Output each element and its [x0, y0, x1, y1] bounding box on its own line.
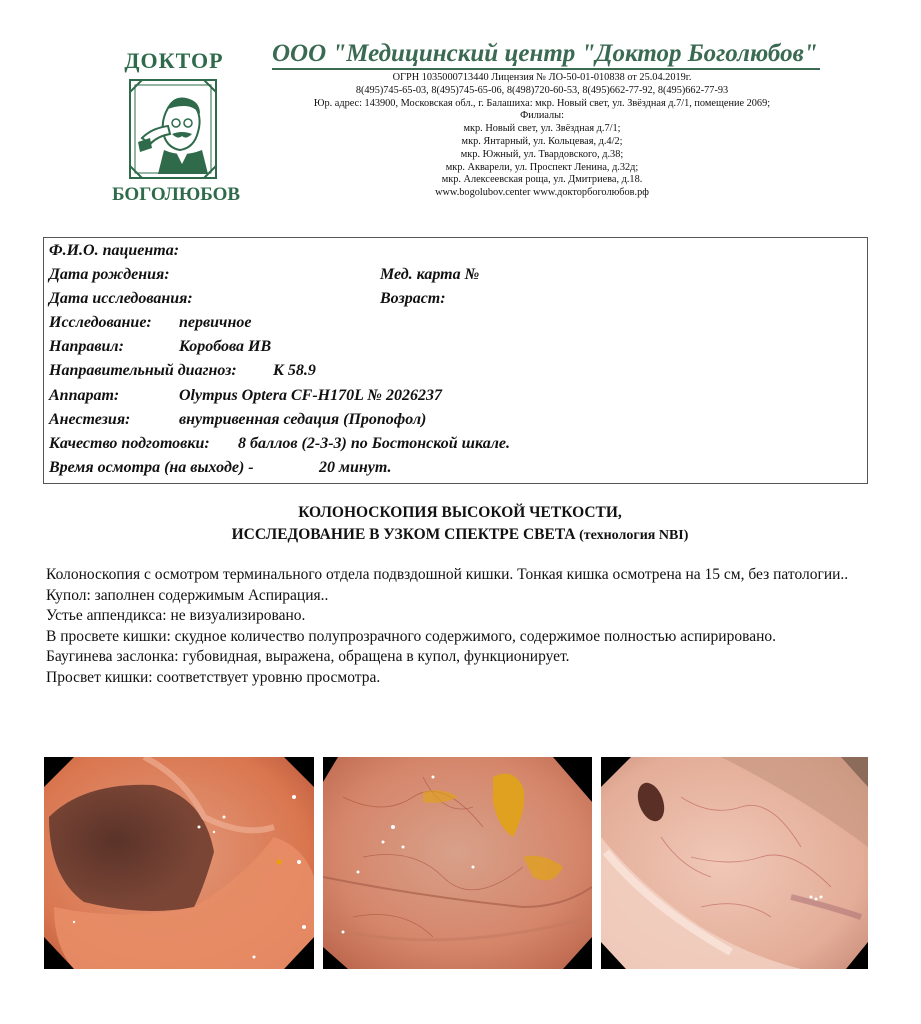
study-title-line2-suffix: (технология NBI) [575, 528, 689, 543]
prep-quality-label: Качество подготовки: [49, 435, 210, 452]
endoscopy-image-1 [44, 757, 314, 969]
branch-address: мкр. Акварели, ул. Проспект Ленина, д.32д; [445, 161, 639, 173]
endoscopy-view-3 [601, 757, 868, 969]
study-type-label: Исследование: [49, 314, 152, 331]
branch-address: мкр. Алексеевская роща, ул. Дмитриева, д.18. [441, 174, 643, 186]
endoscopy-view-1 [44, 757, 314, 969]
exam-date-label: Дата исследования: [49, 290, 193, 307]
exam-time-label: Время осмотра (на выходе) - [49, 459, 254, 476]
logo-bottom-text: БОГОЛЮБОВ [112, 184, 241, 205]
org-title: ООО "Медицинский центр "Доктор Боголюбов" [272, 40, 820, 70]
study-title [100, 502, 820, 547]
med-card-label: Мед. карта № [380, 266, 480, 283]
patient-info-box [43, 237, 868, 484]
finding-cecum: Купол: заполнен содержимым Аспирация.. [46, 586, 329, 604]
finding-ileocecal-valve: Баугинева заслонка: губовидная, выражена, обращена в купол, функционирует. [46, 648, 570, 665]
device-row [49, 386, 442, 406]
findings-section [46, 565, 862, 688]
anesthesia-value: внутривенная седация (Пропофол) [179, 411, 427, 428]
patient-name-row [49, 241, 179, 261]
doctor-portrait-icon [128, 78, 218, 180]
diagnosis-value: К 58.9 [273, 362, 316, 379]
prep-quality-row [49, 434, 510, 454]
org-phones: 8(495)745-65-03, 8(495)745-65-06, 8(498)720-60-53, 8(495)662-77-92, 8(495)662-77-93 [355, 84, 729, 96]
study-title-line2 [100, 524, 820, 547]
diagnosis-row [49, 361, 316, 381]
finding-lumen: Просвет кишки: соответствует уровню просмотра. [46, 668, 381, 686]
exam-time-row [49, 458, 392, 478]
diagnosis-label: Направительный диагноз: [49, 362, 237, 379]
branches-heading: Филиалы: [520, 110, 564, 122]
websites: www.bogolubov.center www.докторбоголюбов.рф [435, 187, 649, 199]
logo-top-text: ДОКТОР [124, 48, 224, 73]
med-card-row [380, 265, 479, 285]
device-label: Аппарат: [49, 387, 120, 404]
finding-lumen-content: В просвете кишки: скудное количество полупрозрачного содержимого, содержимое полностью аспирировано. [46, 627, 777, 645]
org-info [262, 72, 822, 200]
endoscopy-image-3 [601, 757, 868, 969]
finding-ileum: Колоноскопия с осмотром терминального отдела подвздошной кишки. Тонкая кишка осмотрена на 15 см, без патологии.. [46, 566, 849, 583]
referred-by-label: Направил: [49, 338, 124, 355]
branch-address: мкр. Янтарный, ул. Кольцевая, д.4/2; [461, 135, 623, 147]
exam-date-row [49, 289, 193, 309]
org-legal-address: Юр. адрес: 143900, Московская обл., г. Балашиха: мкр. Новый свет, ул. Звёздная д.7/1, помещение 2069; [313, 97, 771, 109]
branch-address: мкр. Южный, ул. Твардовского, д.38; [460, 148, 624, 160]
referred-by-value: Коробова ИВ [179, 338, 272, 355]
birth-date-label: Дата рождения: [49, 266, 170, 283]
study-title-line2-main: ИССЛЕДОВАНИЕ В УЗКОМ СПЕКТРЕ СВЕТА [231, 526, 576, 543]
birth-date-row [49, 265, 170, 285]
clinic-logo [112, 44, 241, 214]
org-registration: ОГРН 1035000713440 Лицензия № ЛО-50-01-010838 от 25.04.2019г. [392, 72, 692, 83]
endoscopy-view-2 [323, 757, 592, 969]
study-title-line1: КОЛОНОСКОПИЯ ВЫСОКОЙ ЧЕТКОСТИ, [298, 504, 622, 521]
age-row [380, 289, 446, 309]
referred-by-row [49, 337, 272, 357]
exam-time-value: 20 минут. [319, 459, 392, 476]
anesthesia-row [49, 410, 427, 430]
prep-quality-value: 8 баллов (2-3-3) по Бостонской шкале. [238, 435, 510, 452]
study-type-value: первичное [179, 314, 252, 331]
study-type-row [49, 313, 252, 333]
patient-name-label: Ф.И.О. пациента: [49, 242, 180, 259]
endoscopy-image-2 [323, 757, 592, 969]
age-label: Возраст: [380, 290, 446, 307]
branch-address: мкр. Новый свет, ул. Звёздная д.7/1; [463, 123, 621, 135]
finding-appendix: Устье аппендикса: не визуализировано. [46, 607, 306, 624]
anesthesia-label: Анестезия: [49, 411, 131, 428]
device-value: Olympus Optera CF-H170L № 2026237 [179, 387, 442, 404]
